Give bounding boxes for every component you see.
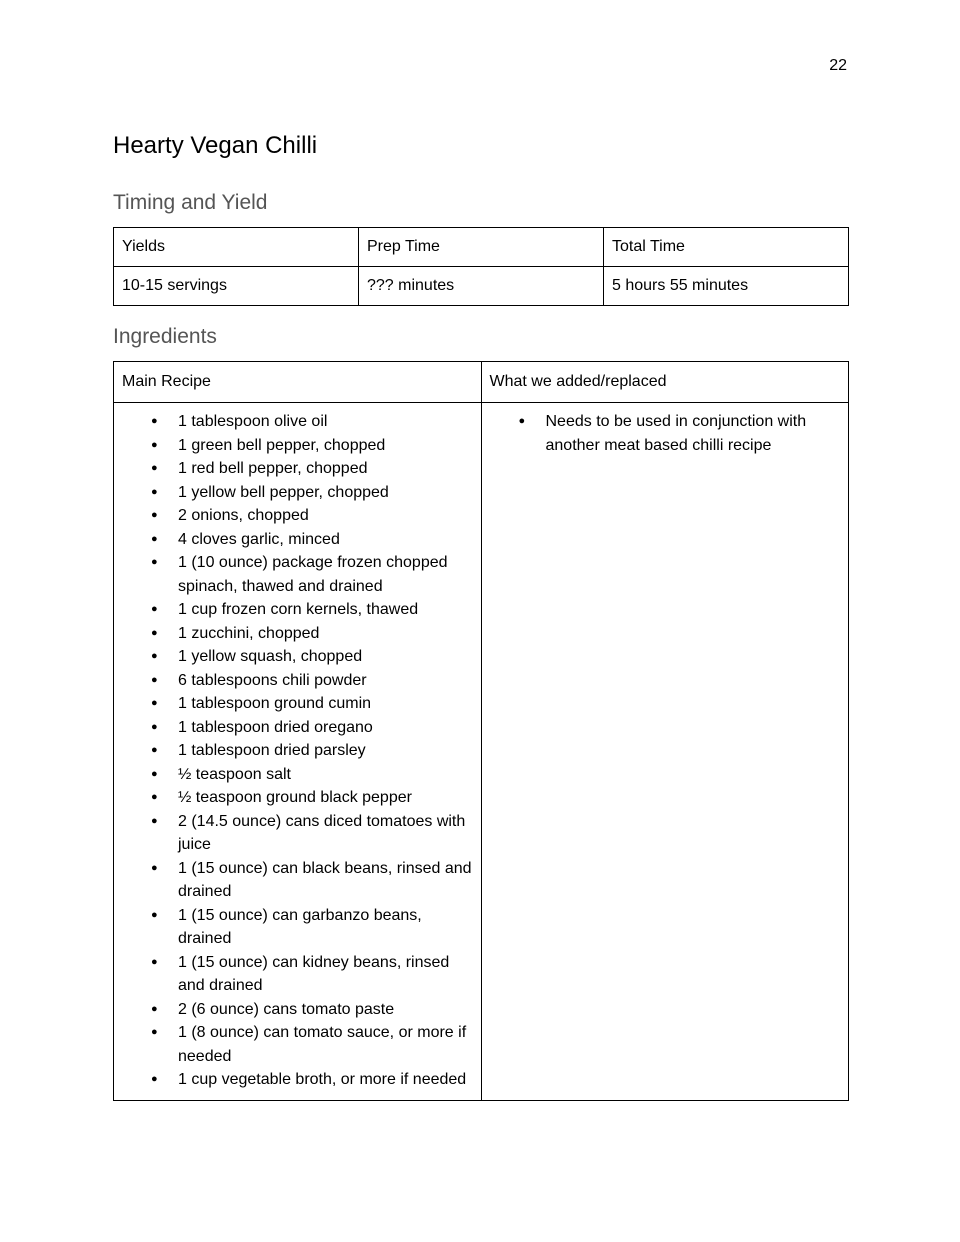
main-recipe-list <box>122 410 473 1092</box>
added-replaced-list <box>490 410 841 457</box>
list-item: ● 1 green bell pepper, chopped <box>178 434 473 458</box>
header-main-recipe: Main Recipe <box>114 362 482 403</box>
list-item: ● 2 (6 ounce) cans tomato paste <box>178 998 473 1022</box>
list-item: ● 1 (15 ounce) can garbanzo beans, drained <box>178 904 473 951</box>
timing-header-row <box>114 228 849 267</box>
value-prep-time: ??? minutes <box>359 267 604 306</box>
added-replaced-cell <box>481 403 849 1101</box>
timing-value-row <box>114 267 849 306</box>
list-item: ● 1 (10 ounce) package frozen chopped spinach, thawed and drained <box>178 551 473 598</box>
list-item: ● ½ teaspoon ground black pepper <box>178 786 473 810</box>
list-item: ● 1 cup frozen corn kernels, thawed <box>178 598 473 622</box>
header-prep-time: Prep Time <box>359 228 604 267</box>
list-item: ● 1 (15 ounce) can black beans, rinsed and drained <box>178 857 473 904</box>
list-item: ● 1 tablespoon olive oil <box>178 410 473 434</box>
header-added-replaced: What we added/replaced <box>481 362 849 403</box>
list-item: ● 2 onions, chopped <box>178 504 473 528</box>
timing-table <box>113 227 849 306</box>
header-total-time: Total Time <box>604 228 849 267</box>
page-number: 22 <box>829 57 847 74</box>
list-item: ● 1 tablespoon dried parsley <box>178 739 473 763</box>
list-item: ● Needs to be used in conjunction with another meat based chilli recipe <box>546 410 831 457</box>
ingredients-table <box>113 361 849 1101</box>
timing-heading: Timing and Yield <box>113 191 268 214</box>
ingredients-heading: Ingredients <box>113 325 217 348</box>
list-item: ● 1 tablespoon dried oregano <box>178 716 473 740</box>
main-recipe-cell <box>114 403 482 1101</box>
list-item: ● 1 zucchini, chopped <box>178 622 473 646</box>
list-item: ● 2 (14.5 ounce) cans diced tomatoes with juice <box>178 810 473 857</box>
ingredients-header-row <box>114 362 849 403</box>
list-item: ● 1 cup vegetable broth, or more if needed <box>178 1068 473 1092</box>
list-item: ● 1 yellow squash, chopped <box>178 645 473 669</box>
value-yields: 10-15 servings <box>114 267 359 306</box>
header-yields: Yields <box>114 228 359 267</box>
list-item: ● 4 cloves garlic, minced <box>178 528 473 552</box>
list-item: ● ½ teaspoon salt <box>178 763 473 787</box>
recipe-title: Hearty Vegan Chilli <box>113 132 318 159</box>
ingredients-body-row <box>114 403 849 1101</box>
list-item: ● 1 yellow bell pepper, chopped <box>178 481 473 505</box>
list-item: ● 1 tablespoon ground cumin <box>178 692 473 716</box>
list-item: ● 1 (8 ounce) can tomato sauce, or more if needed <box>178 1021 473 1068</box>
list-item: ● 1 (15 ounce) can kidney beans, rinsed and drained <box>178 951 473 998</box>
list-item: ● 6 tablespoons chili powder <box>178 669 473 693</box>
list-item: ● 1 red bell pepper, chopped <box>178 457 473 481</box>
value-total-time: 5 hours 55 minutes <box>604 267 849 306</box>
